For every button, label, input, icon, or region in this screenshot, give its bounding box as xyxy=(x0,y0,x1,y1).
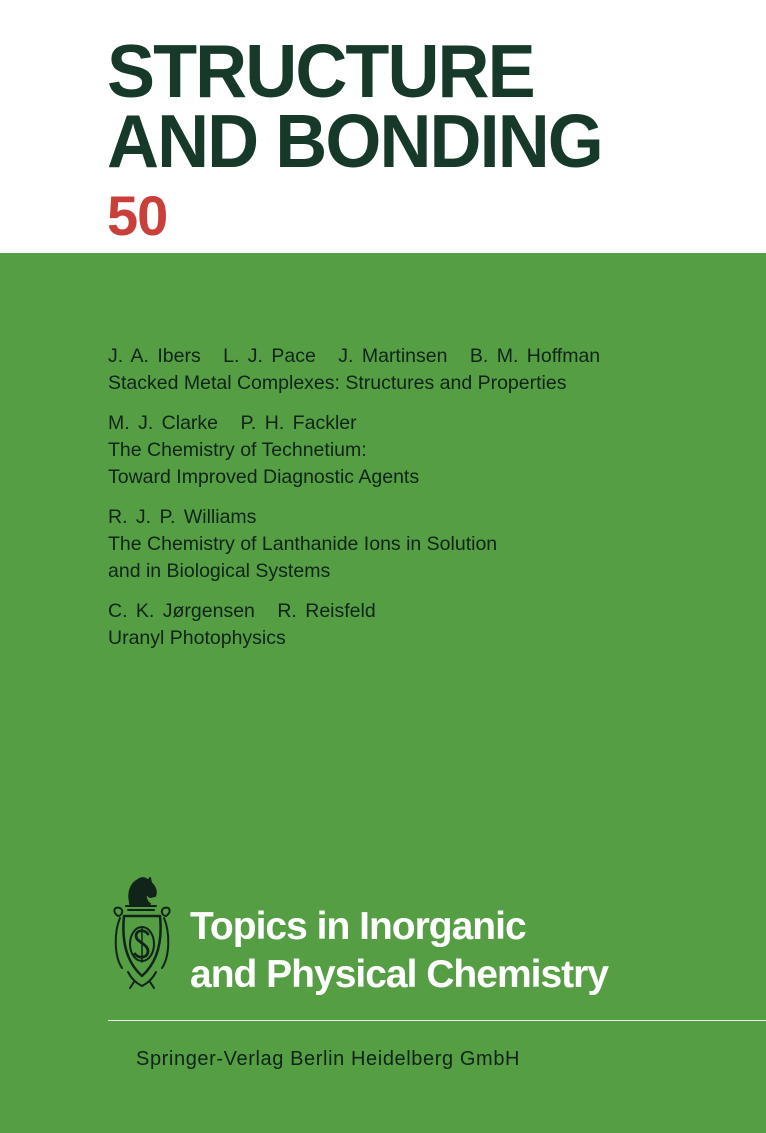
entry-authors xyxy=(108,410,728,437)
entry-title-line: Stacked Metal Complexes: Structures and Properties xyxy=(108,372,567,394)
subtitle-line-1: Topics in Inorganic xyxy=(190,905,526,948)
cover-top-band xyxy=(0,0,766,253)
author-name: M. J. Clarke xyxy=(108,412,219,434)
series-title-line-2: AND BONDING xyxy=(107,99,602,183)
entry-title-line: The Chemistry of Lanthanide Ions in Solution xyxy=(108,533,498,555)
author-name: J. Martinsen xyxy=(338,345,448,367)
contents-entry xyxy=(108,504,728,585)
contents-entry xyxy=(108,598,728,652)
series-title xyxy=(107,29,623,183)
author-name: L. J. Pace xyxy=(223,345,316,367)
entry-title xyxy=(108,437,728,491)
author-name: C. K. Jørgensen xyxy=(108,600,255,622)
divider-rule xyxy=(108,1020,766,1021)
entry-title xyxy=(108,531,728,585)
book-subtitle xyxy=(190,903,608,999)
entry-title xyxy=(108,370,728,397)
entry-title-line: Uranyl Photophysics xyxy=(108,627,286,649)
springer-knight-icon xyxy=(108,872,176,992)
entry-authors xyxy=(108,598,728,625)
entry-title-line: The Chemistry of Technetium: xyxy=(108,439,367,461)
author-name: P. H. Fackler xyxy=(240,412,357,434)
author-name: R. Reisfeld xyxy=(277,600,376,622)
contents-entry xyxy=(108,410,728,491)
volume-number: 50 xyxy=(107,184,168,247)
series-title-line-1: STRUCTURE xyxy=(107,29,534,113)
entry-authors xyxy=(108,343,728,370)
publisher-name: Springer-Verlag Berlin Heidelberg GmbH xyxy=(136,1048,521,1070)
author-name: B. M. Hoffman xyxy=(469,345,601,367)
entry-title xyxy=(108,625,728,652)
entry-title-line: Toward Improved Diagnostic Agents xyxy=(108,466,420,488)
author-name: J. A. Ibers xyxy=(108,345,201,367)
contents-entry xyxy=(108,343,728,397)
entry-authors xyxy=(108,504,728,531)
entry-title-line: and in Biological Systems xyxy=(108,560,331,582)
subtitle-line-2: and Physical Chemistry xyxy=(190,953,609,996)
contents-list xyxy=(108,343,728,665)
author-name: R. J. P. Williams xyxy=(108,506,257,528)
